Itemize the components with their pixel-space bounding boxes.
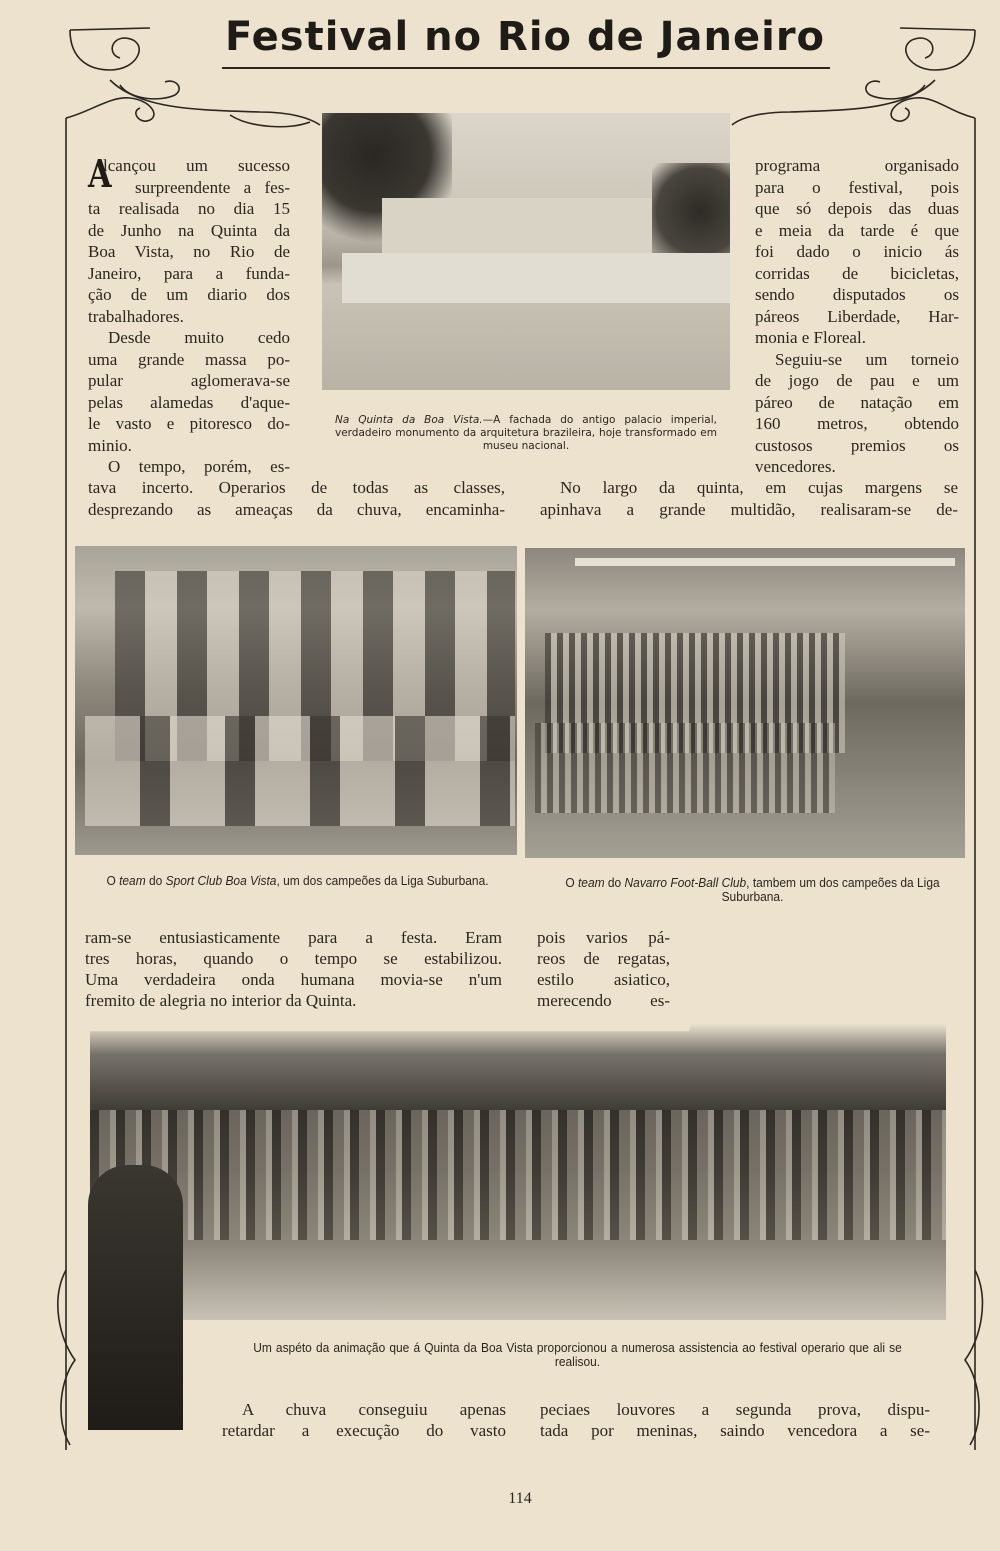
text-line: reos de regatas, [537,949,670,968]
caption-text: , tambem um dos campeões da Liga Suburbana. [721,875,940,904]
photo-palace-quinta-da-boa-vista [322,113,730,390]
text-line: Janeiro, para a funda- [88,263,290,283]
photo-sport-club-caption [102,874,493,888]
caption-text: do [604,875,625,890]
photo-sport-club-boa-vista-team [75,546,517,855]
caption-club-name: Sport Club Boa Vista [165,873,277,888]
caption-text: , um dos campeões da Liga Suburbana. [276,873,489,888]
caption-italic: team [577,875,605,890]
text-line: surpreendente a fes- [135,177,290,197]
text-line: e meia da tarde é que [755,220,959,240]
title-underline [222,67,830,69]
photo-navarro-foot-ball-club-team [525,548,965,858]
text-line: pelas alamedas d'aque- [88,392,290,412]
text-line: peciaes louvores a segunda prova, dispu- [540,1400,930,1419]
text-line: sendo disputados os [755,285,959,304]
text-line: que só depois das duas [755,199,959,218]
caption-lead: Na Quinta da Boa Vista. [335,414,483,426]
text-line: para o festival, pois [755,177,959,197]
middle-left-text [85,927,502,1011]
right-column-text [755,155,959,478]
caption-text: do [145,873,166,888]
text-line: A chuva conseguiu apenas [242,1400,506,1419]
text-line: lcançou um sucesso [103,156,290,175]
text-line: tada por meninas, saindo vencedora a se- [540,1421,930,1440]
text-line: páreo de natação em [755,392,959,412]
text-line: O tempo, porém, es- [108,457,290,476]
photo-navarro-caption [557,876,948,904]
text-line: ção de um diario dos [88,285,290,304]
text-line: ram-se entusiasticamente para a festa. Eram [85,928,502,947]
page-title: Festival no Rio de Janeiro [224,14,826,60]
text-line: retardar a execução do vasto [222,1421,506,1440]
text-line: Desde muito cedo [108,328,290,347]
caption-text: —A fachada do antigo palacio imperial, verdadeiro monumento da arquitetura brazileira, hoje transformado em museu nacional. [335,414,717,452]
photo-foreground-man [88,1165,183,1430]
text-line: tava incerto. Operarios de todas as classes, [88,478,505,497]
text-line: uma grande massa po- [88,349,290,369]
text-line: trabalhadores. [88,306,184,326]
text-line: corridas de bicicletas, [755,263,959,283]
text-line: apinhava a grande multidão, realisaram-se de- [540,499,958,519]
text-line: estilo asiatico, [537,970,670,989]
text-line: desprezando as ameaças da chuva, encaminha- [88,499,505,519]
caption-text: O [565,875,578,890]
text-line: monia e Floreal. [755,328,866,347]
photo-palace-caption [335,414,717,453]
left-wide-text [88,477,505,520]
text-line: No largo da quinta, em cujas margens se [560,478,958,497]
text-line: Seguiu-se um torneio [775,349,959,369]
left-column-text [88,151,290,478]
text-line: merecendo es- [537,991,670,1010]
text-line: programa organisado [755,156,959,175]
text-line: de jogo de pau e um [755,371,959,390]
page-number: 114 [508,1490,532,1507]
bottom-left-text [222,1399,506,1441]
text-line: páreos Liberdade, Har- [755,306,959,326]
text-line: custosos premios os [755,435,959,455]
caption-italic: team [119,873,146,888]
bottom-right-text [540,1399,930,1441]
text-line: pois varios pá- [537,928,670,947]
text-line: Boa Vista, no Rio de [88,242,290,261]
text-line: ta realisada no dia 15 [88,199,290,218]
text-line: tres horas, quando o tempo se estabilizou. [85,949,502,968]
text-line: vencedores. [755,457,836,476]
text-line: fremito de alegria no interior da Quinta. [85,991,357,1010]
text-line: 160 metros, obtendo [755,414,959,433]
photo-crowd-caption: Um aspéto da animação que á Quinta da Boa Vista proporcionou a numerosa assistencia ao festival operario que ali se realisou. [253,1340,902,1369]
right-wide-text [540,477,958,520]
text-line: le vasto e pitoresco do- [88,414,290,433]
caption-club-name: Navarro Foot-Ball Club [624,875,747,890]
dropcap-letter: A [88,151,112,196]
text-line: minio. [88,435,132,455]
text-line: pular aglomerava-se [88,371,290,390]
caption-text: O [106,873,120,888]
text-line: foi dado o inicio ás [755,242,959,261]
middle-right-text [537,927,670,1011]
text-line: de Junho na Quinta da [88,220,290,240]
text-line: Uma verdadeira onda humana movia-se n'um [85,970,502,989]
